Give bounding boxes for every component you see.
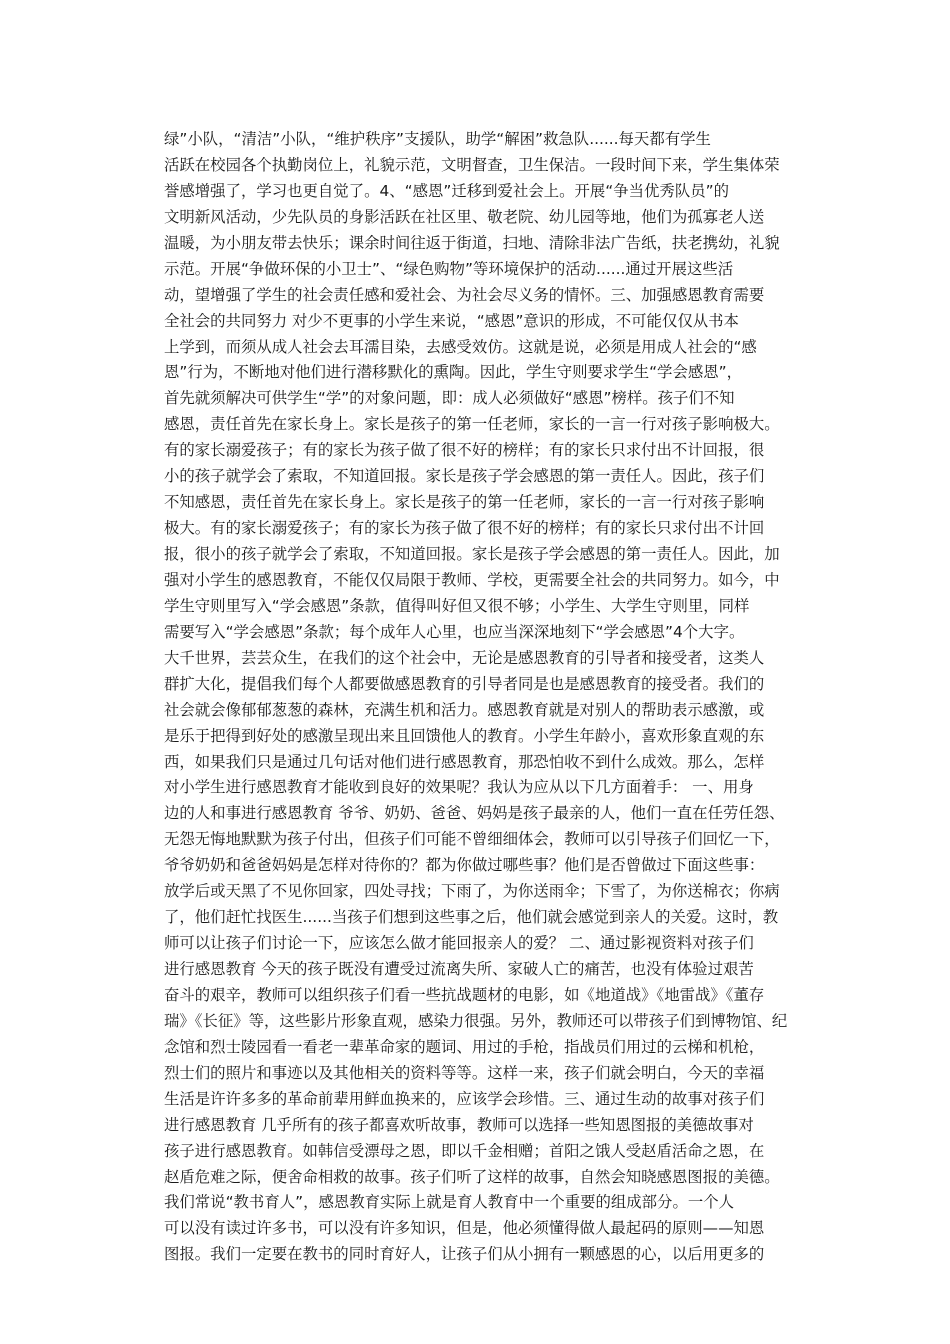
- text-line: 极大。有的家长溺爱孩子；有的家长为孩子做了很不好的榜样；有的家长只求付出不计回: [164, 519, 765, 538]
- text-line: 奋斗的艰辛，教师可以组织孩子们看一些抗战题材的电影，如《地道战》《地雷战》《董存: [164, 985, 765, 1004]
- text-line: 强对小学生的感恩教育，不能仅仅局限于教师、学校，更需要全社会的共同努力。如今，中: [164, 570, 780, 589]
- text-line: 赵盾危难之际，便舍命相救的故事。孩子们听了这样的故事，自然会知晓感恩图报的美德。: [164, 1167, 780, 1186]
- body-text: [164, 127, 830, 1268]
- text-line: 示范。开展“争做环保的小卫士”、“绿色购物”等环境保护的活动......通过开展这些活: [164, 259, 734, 278]
- text-line: 边的人和事进行感恩教育 爷爷、奶奶、爸爸、妈妈是孩子最亲的人，他们一直在任劳任怨、: [164, 804, 785, 823]
- text-line: 需要写入“学会感恩”条款；每个成年人心里，也应当深深地刻下“学会感恩”4个大字。: [164, 622, 745, 641]
- text-line: 进行感恩教育 几乎所有的孩子都喜欢听故事，教师可以选择一些知恩图报的美德故事对: [164, 1115, 754, 1134]
- text-line: 誉感增强了，学习也更自觉了。4、“感恩”迁移到爱社会上。开展“争当优秀队员”的: [164, 181, 729, 200]
- text-line: 图报。我们一定要在教书的同时育好人，让孩子们从小拥有一颗感恩的心，以后用更多的: [164, 1245, 765, 1264]
- text-line: 群扩大化，提倡我们每个人都要做感恩教育的引导者同是也是感恩教育的接受者。我们的: [164, 674, 765, 693]
- text-line: 无怨无悔地默默为孩子付出，但孩子们可能不曾细细体会，教师可以引导孩子们回忆一下，: [164, 830, 780, 849]
- text-line: 首先就须解决可供学生“学”的对象问题，即：成人必须做好“感恩”榜样。孩子们不知: [164, 389, 735, 408]
- text-line: 瑞》《长征》等，这些影片形象直观，感染力很强。另外，教师还可以带孩子们到博物馆、纪: [164, 1011, 788, 1030]
- text-line: 了，他们赶忙找医生......当孩子们想到这些事之后，他们就会感觉到亲人的关爱。这时，教: [164, 908, 779, 927]
- text-line: 报，很小的孩子就学会了索取，不知道回报。家长是孩子学会感恩的第一责任人。因此，加: [164, 545, 780, 563]
- text-line: 社会就会像郁郁葱葱的森林，充满生机和活力。感恩教育就是对别人的帮助表示感激，或: [164, 700, 765, 719]
- text-line: 学生守则里写入“学会感恩”条款，值得叫好但又很不够；小学生、大学生守则里，同样: [164, 596, 750, 615]
- text-line: 是乐于把得到好处的感激呈现出来且回馈他人的教育。小学生年龄小，喜欢形象直观的东: [164, 726, 765, 745]
- text-line: 温暖，为小朋友带去快乐；课余时间往返于街道，扫地、清除非法广告纸，扶老携幼，礼貌: [164, 233, 780, 252]
- text-line: 不知感恩，责任首先在家长身上。家长是孩子的第一任老师，家长的一言一行对孩子影响: [164, 493, 765, 512]
- text-line: 念馆和烈士陵园看一看老一辈革命家的题词、用过的手枪，指战员们用过的云梯和机枪，: [164, 1037, 765, 1056]
- text-line: 爷爷奶奶和爸爸妈妈是怎样对待你的？都为你做过哪些事？他们是否曾做过下面这些事：: [164, 856, 765, 875]
- text-line: 有的家长溺爱孩子；有的家长为孩子做了很不好的榜样；有的家长只求付出不计回报，很: [164, 441, 765, 460]
- text-line: 师可以让孩子们讨论一下，应该怎么做才能回报亲人的爱？ 二、通过影视资料对孩子们: [164, 934, 754, 953]
- text-line: 全社会的共同努力 对少不更事的小学生来说，“感恩”意识的形成，不可能仅仅从书本: [164, 311, 739, 330]
- text-line: 孩子进行感恩教育。如韩信受漂母之恩，即以千金相赠；首阳之饿人受赵盾活命之恩，在: [164, 1141, 765, 1160]
- text-line: 对小学生进行感恩教育才能收到良好的效果呢？我认为应从以下几方面着手： 一、用身: [164, 778, 754, 797]
- text-line: 感恩，责任首先在家长身上。家长是孩子的第一任老师，家长的一言一行对孩子影响极大。: [164, 415, 780, 434]
- text-line: 活跃在校园各个执勤岗位上，礼貌示范，文明督查，卫生保洁。一段时间下来，学生集体荣: [164, 155, 780, 174]
- text-line: 恩”行为，不断地对他们进行潜移默化的熏陶。因此，学生守则要求学生“学会感恩”，: [164, 363, 742, 382]
- text-line: 可以没有读过许多书，可以没有许多知识，但是，他必须懂得做人最起码的原则——知恩: [164, 1219, 765, 1238]
- text-line: 大千世界，芸芸众生，在我们的这个社会中，无论是感恩教育的引导者和接受者，这类人: [164, 648, 765, 667]
- text-line: 放学后或天黑了不见你回家，四处寻找；下雨了，为你送雨伞；下雪了，为你送棉衣；你病: [164, 882, 780, 901]
- text-line: 西，如果我们只是通过几句话对他们进行感恩教育，那恐怕收不到什么成效。那么，怎样: [164, 752, 765, 771]
- text-line: 动，望增强了学生的社会责任感和爱社会、为社会尽义务的情怀。三、加强感恩教育需要: [164, 285, 765, 304]
- text-line: 烈士们的照片和事迹以及其他相关的资料等等。这样一来，孩子们就会明白，今天的幸福: [164, 1063, 765, 1082]
- text-line: 进行感恩教育 今天的孩子既没有遭受过流离失所、家破人亡的痛苦，也没有体验过艰苦: [164, 960, 754, 978]
- text-line: 上学到，而须从成人社会去耳濡目染，去感受效仿。这就是说，必须是用成人社会的“感: [164, 337, 757, 356]
- text-line: 我们常说“教书育人”，感恩教育实际上就是育人教育中一个重要的组成部分。一个人: [164, 1193, 735, 1212]
- text-line: 生活是许许多多的革命前辈用鲜血换来的，应该学会珍惜。三、通过生动的故事对孩子们: [164, 1089, 765, 1108]
- text-line: 文明新风活动，少先队员的身影活跃在社区里、敬老院、幼儿园等地，他们为孤寡老人送: [164, 207, 765, 226]
- text-line: 小的孩子就学会了索取，不知道回报。家长是孩子学会感恩的第一责任人。因此，孩子们: [164, 467, 765, 486]
- text-line: 绿”小队，“清洁”小队，“维护秩序”支援队，助学“解困”救急队......每天都有学生: [164, 130, 711, 148]
